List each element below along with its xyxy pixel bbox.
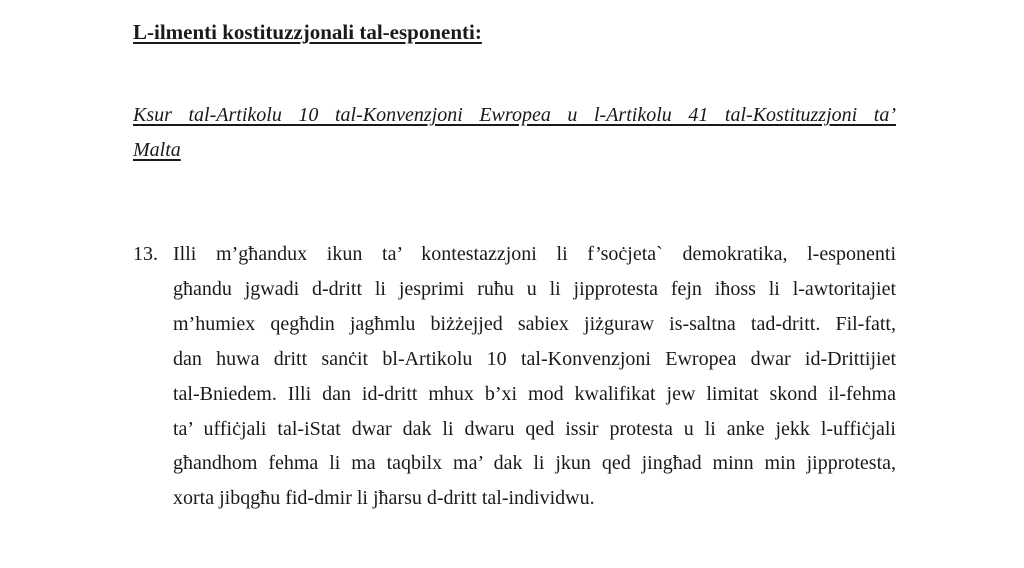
paragraph-line: għandu jgwadi d-dritt li jesprimi ruħu u li jipprotesta fejn iħoss li l-awtoritajiet <box>173 277 896 300</box>
numbered-paragraph <box>133 237 896 516</box>
subheading-line: Ksur tal-Artikolu 10 tal-Konvenzjoni Ewropea u l-Artikolu 41 tal-Kostituzzjoni ta’ <box>133 104 896 126</box>
paragraph-line: għandhom fehma li ma taqbilx ma’ dak li jkun qed jingħad minn min jipprotesta, <box>173 452 896 475</box>
paragraph-line: xorta jibqgħu fid-dmir li jħarsu d-dritt tal-individwu. <box>173 487 595 510</box>
paragraph-line: ta’ uffiċjali tal-iStat dwar dak li dwaru qed issir protesta u li anke jekk l-uffiċjali <box>173 417 896 440</box>
paragraph-body <box>173 237 896 516</box>
section-heading: L-ilmenti kostituzzjonali tal-esponenti: <box>133 20 482 44</box>
paragraph-line: m’humiex qegħdin jagħmlu biżżejjed sabiex jiżguraw is-saltna tad-dritt. Fil-fatt, <box>173 312 896 335</box>
subheading-line: Malta <box>133 139 181 161</box>
paragraph-line: tal-Bniedem. Illi dan id-dritt mhux b’xi mod kwalifikat jew limitat skond il-fehma <box>173 382 896 405</box>
subheading <box>133 98 896 168</box>
paragraph-number: 13. <box>133 243 158 265</box>
paragraph-line: Illi m’għandux ikun ta’ kontestazzjoni li f’soċjeta` demokratika, l-esponenti <box>173 243 896 265</box>
paragraph-line: dan huwa dritt sanċit bl-Artikolu 10 tal-Konvenzjoni Ewropea dwar id-Drittijiet <box>173 347 896 370</box>
